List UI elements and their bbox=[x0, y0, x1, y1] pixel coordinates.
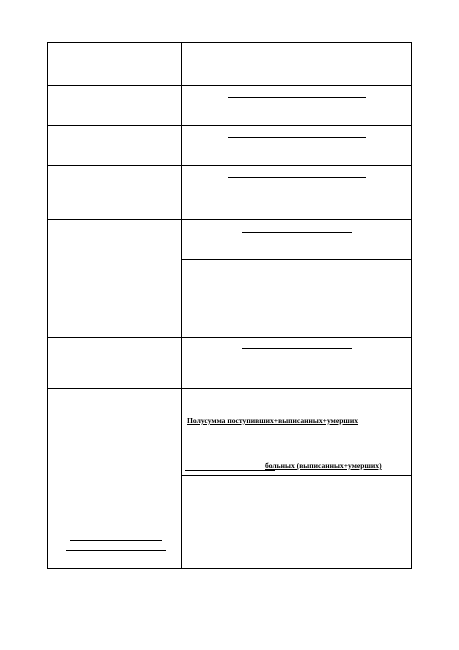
row-divider bbox=[48, 165, 411, 166]
column-divider bbox=[181, 43, 182, 568]
blank-line bbox=[228, 177, 366, 178]
blank-line bbox=[242, 232, 352, 233]
blank-line bbox=[228, 137, 366, 138]
blank-line bbox=[242, 348, 352, 349]
form-table bbox=[47, 42, 412, 569]
formula-numerator: Полусумма поступивших+выписанных+умерших bbox=[187, 416, 359, 425]
blank-line bbox=[70, 540, 162, 541]
row-divider bbox=[48, 85, 411, 86]
formula-denominator: больных (выписанных+умерших) bbox=[265, 461, 382, 470]
row-divider bbox=[48, 388, 411, 389]
blank-line bbox=[228, 97, 366, 98]
row-divider bbox=[48, 125, 411, 126]
sub-row-divider bbox=[181, 259, 411, 260]
blank-line bbox=[66, 550, 166, 551]
row-divider bbox=[48, 337, 411, 338]
sub-row-divider bbox=[181, 475, 411, 476]
row-divider bbox=[48, 219, 411, 220]
formula-line bbox=[185, 470, 275, 471]
